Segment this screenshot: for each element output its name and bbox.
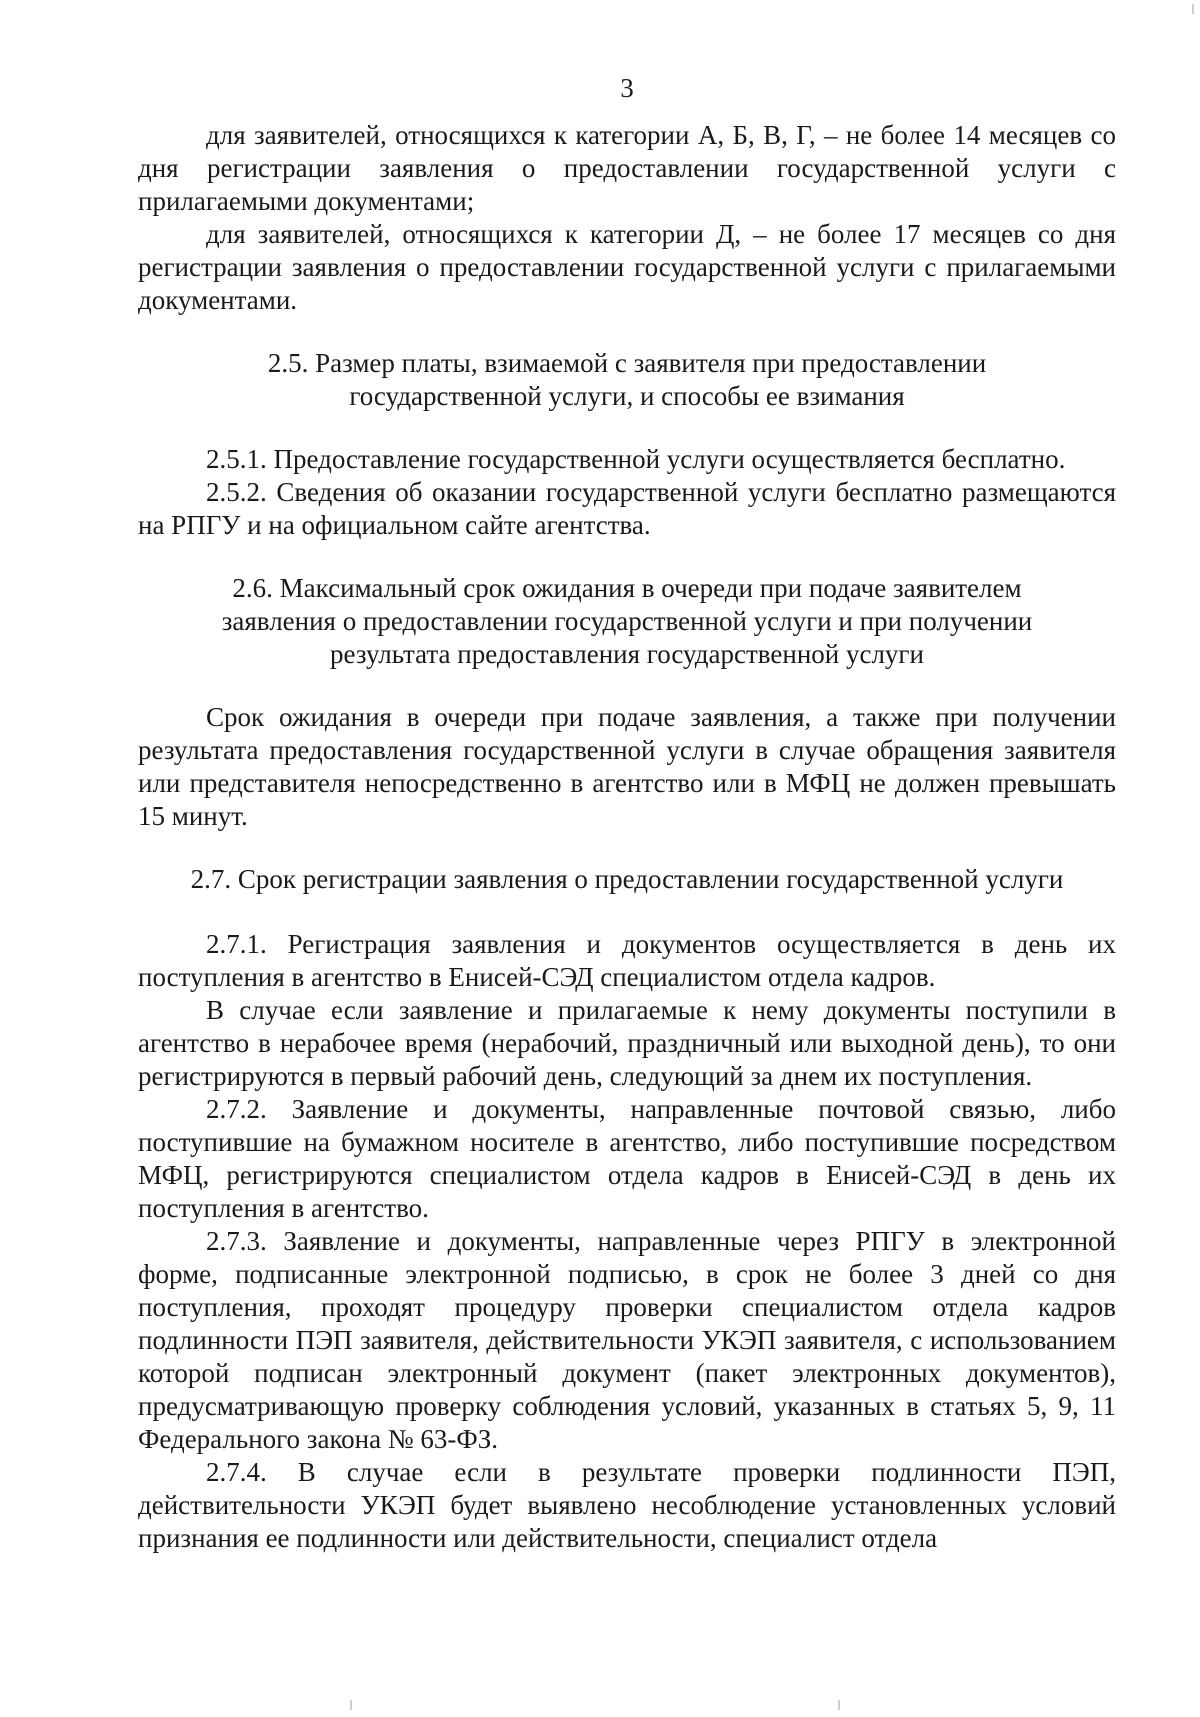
section-heading-2-6: [138, 572, 1116, 671]
heading-line: 2.5. Размер платы, взимаемой с заявителя при предоставлении: [267, 348, 987, 378]
heading-line: государственной услуги, и способы ее взимания: [349, 381, 905, 411]
paragraph-2-5-2: 2.5.2. Сведения об оказании государственной услуги бесплатно размещаются на РПГУ и на официальном сайте агентства.: [138, 477, 1116, 540]
paragraph-deadline-d: для заявителей, относящихся к категории Д, – не более 17 месяцев со дня регистрации заявления о предоставлении государственной услуги с прилагаемыми документами.: [138, 219, 1116, 315]
paragraph-deadline-abvg: для заявителей, относящихся к категории А, Б, В, Г, – не более 14 месяцев со дня регистрации заявления о предоставлении государственной услуги с прилагаемыми документами;: [138, 120, 1116, 216]
paragraph-2-5-1: 2.5.1. Предоставление государственной услуги осуществляется бесплатно.: [206, 444, 1066, 474]
section-heading-2-5: [138, 347, 1116, 413]
paragraph-2-7-3: 2.7.3. Заявление и документы, направленные через РПГУ в электронной форме, подписанные электронной подписью, в срок не более 3 дней со дня поступления, проходят процедуру проверки специалистом отдела кадров подлинности ПЭП заявителя, действительности УКЭП заявителя, с использованием которой подписан электронный документ (пакет электронных документов), предусматривающую проверку соблюдения условий, указанных в статьях 5, 9, 11 Федерального закона № 63-ФЗ.: [138, 1226, 1116, 1454]
scan-speck: [1192, 4, 1194, 14]
paragraph-2-7-2: 2.7.2. Заявление и документы, направленные почтовой связью, либо поступившие на бумажном носителе в агентство, либо поступившие посредством МФЦ, регистрируются специалистом отдела кадров в Енисей-СЭД в день их поступления в агентство.: [138, 1094, 1116, 1223]
page-content: [138, 72, 1116, 1555]
heading-line: 2.6. Максимальный срок ожидания в очереди при подаче заявителем: [232, 573, 1022, 603]
paragraph-2-6-wait-time: Срок ожидания в очереди при подаче заявления, а также при получении результата предоставления государственной услуги в случае обращения заявителя или представителя непосредственно в агентство или в МФЦ не должен превышать 15 минут.: [138, 702, 1116, 831]
heading-line: 2.7. Срок регистрации заявления о предоставлении государственной услуги: [190, 864, 1064, 894]
heading-line: заявления о предоставлении государственной услуги и при получении: [221, 606, 1033, 636]
paragraph-2-7-1-nonworking: В случае если заявление и прилагаемые к нему документы поступили в агентство в нерабочее время (нерабочий, праздничный или выходной день), то они регистрируются в первый рабочий день, следующий за днем их поступления.: [138, 995, 1116, 1091]
paragraph-2-7-1: 2.7.1. Регистрация заявления и документов осуществляется в день их поступления в агентство в Енисей-СЭД специалистом отдела кадров.: [138, 929, 1116, 992]
heading-line: результата предоставления государственной услуги: [330, 639, 924, 669]
paragraph-2-7-4: 2.7.4. В случае если в результате проверки подлинности ПЭП, действительности УКЭП будет выявлено несоблюдение установленных условий признания ее подлинности или действительности, специалист отдела: [138, 1457, 1116, 1553]
section-heading-2-7: [138, 863, 1116, 896]
page-number: 3: [620, 73, 634, 103]
scan-speck: [838, 1700, 840, 1710]
scan-speck: [350, 1700, 352, 1710]
